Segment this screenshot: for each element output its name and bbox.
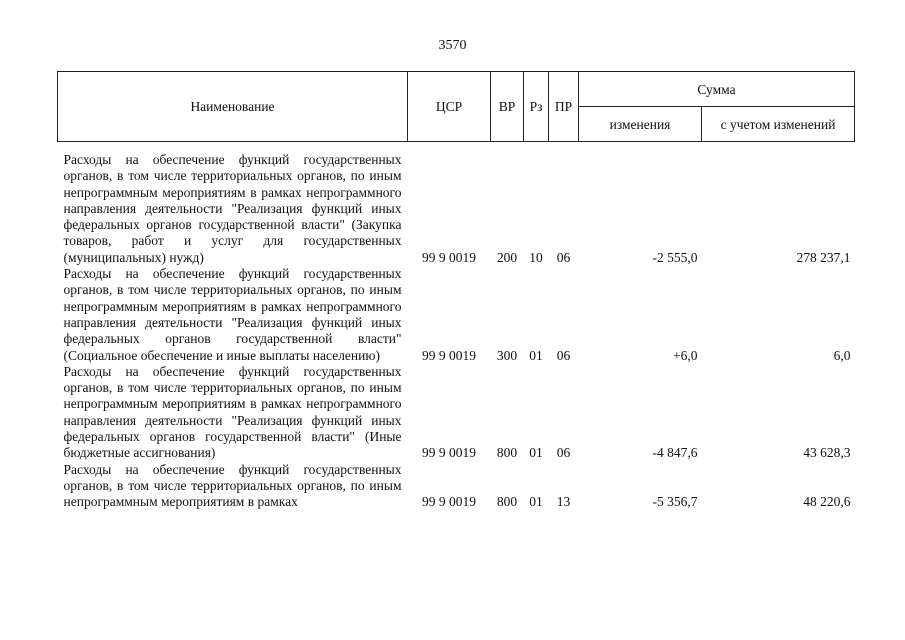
row-total: 6,0	[833, 347, 851, 363]
header-name: Наименование	[58, 72, 408, 142]
header-change: изменения	[579, 107, 702, 142]
row-pr: 06	[556, 445, 571, 461]
row-rz: 01	[529, 445, 543, 461]
header-rz: Рз	[524, 72, 549, 142]
row-total: 43 628,3	[803, 445, 851, 461]
row-name: Расходы на обеспечение функций государственных органов, в том числе территориальных органов, по иным непрограммным мероприятиям в рамках непрограммного направления деятельности "Реализация функций иных федеральных органов государственной власти" (Социальное обеспечение и иные выплаты населению)	[63, 266, 402, 363]
row-rz: 01	[529, 347, 543, 363]
row-change: +6,0	[673, 347, 698, 363]
row-name: Расходы на обеспечение функций государственных органов, в том числе территориальных органов, по иным непрограммным мероприятиям в рамках непрограммного направления деятельности "Реализация функций иных федеральных органов государственной власти" (Иные бюджетные ассигнования)	[63, 363, 402, 461]
header-with-changes: с учетом изменений	[702, 107, 855, 142]
row-pr: 13	[556, 494, 571, 510]
table-row	[58, 142, 855, 267]
row-csr: 99 9 0019	[422, 494, 476, 510]
row-change: -4 847,6	[652, 445, 698, 461]
budget-table	[57, 71, 855, 511]
row-vr: 300	[496, 347, 518, 363]
table-body	[58, 142, 855, 511]
row-rz: 10	[529, 249, 543, 265]
row-pr: 06	[556, 249, 571, 265]
row-pr: 06	[556, 347, 571, 363]
table-row	[58, 266, 855, 364]
row-change: -5 356,7	[652, 494, 698, 510]
header-csr: ЦСР	[408, 72, 491, 142]
header-pr: ПР	[549, 72, 579, 142]
row-vr: 800	[496, 494, 518, 510]
row-name: Расходы на обеспечение функций государственных органов, в том числе территориальных органов, по иным непрограммным мероприятиям в рамках непрограммного направления деятельности "Реализация функций иных федеральных органов государственной власти" (Закупка товаров, работ и услуг для государственных (муниципальных) нужд)	[63, 152, 402, 265]
table-row	[58, 364, 855, 462]
row-csr: 99 9 0019	[422, 249, 476, 265]
row-vr: 800	[496, 445, 518, 461]
header-vr: ВР	[491, 72, 524, 142]
row-rz: 01	[529, 494, 543, 510]
row-csr: 99 9 0019	[422, 347, 476, 363]
row-total: 48 220,6	[803, 494, 851, 510]
table-header	[58, 72, 855, 142]
row-change: -2 555,0	[652, 249, 698, 265]
row-total: 278 237,1	[796, 249, 851, 265]
row-name: Расходы на обеспечение функций государственных органов, в том числе территориальных органов, по иным непрограммным мероприятиям в рамках	[63, 461, 402, 510]
page-number: 3570	[438, 38, 467, 53]
header-sum: Сумма	[579, 72, 855, 107]
table-row	[58, 462, 855, 511]
row-vr: 200	[496, 249, 518, 265]
row-csr: 99 9 0019	[422, 445, 476, 461]
